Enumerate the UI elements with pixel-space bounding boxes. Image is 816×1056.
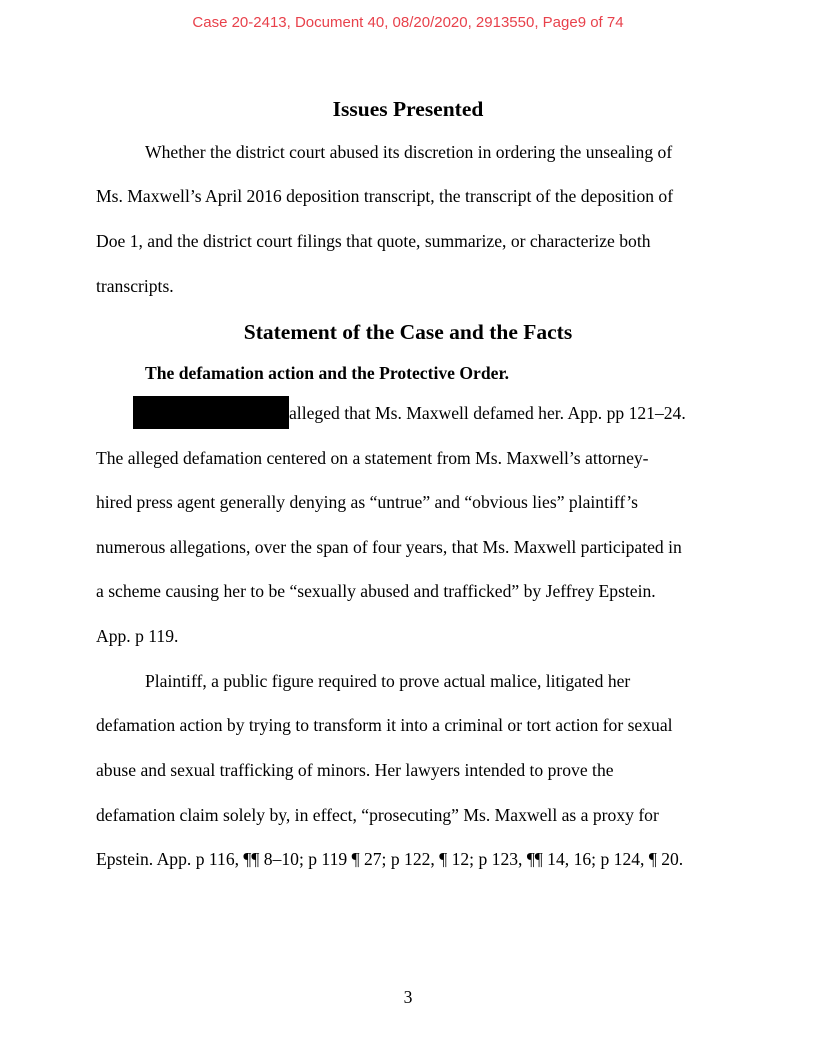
issues-line-2: Ms. Maxwell’s April 2016 deposition transcript, the transcript of the deposition of <box>96 186 674 206</box>
para1-line-3: hired press agent generally denying as “untrue” and “obvious lies” plaintiff’s <box>96 492 638 512</box>
para2-line-2: defamation action by trying to transform it into a criminal or tort action for sexual <box>96 715 673 735</box>
para2-line-5: Epstein. App. p 116, ¶¶ 8–10; p 119 ¶ 27; p 122, ¶ 12; p 123, ¶¶ 14, 16; p 124, ¶ 20. <box>96 849 684 869</box>
issues-line-4: transcripts. <box>96 276 174 296</box>
para2-line-3: abuse and sexual trafficking of minors. Her lawyers intended to prove the <box>96 760 614 780</box>
para1-line-1: alleged that Ms. Maxwell defamed her. App. pp 121–24. <box>289 403 686 423</box>
page-number: 3 <box>403 987 413 1007</box>
redaction-block <box>133 396 289 429</box>
issues-line-3: Doe 1, and the district court filings that quote, summarize, or characterize both <box>96 231 651 251</box>
para1-line-6: App. p 119. <box>96 626 179 646</box>
para2-line-4: defamation claim solely by, in effect, “prosecuting” Ms. Maxwell as a proxy for <box>96 805 659 825</box>
para2-line-1: Plaintiff, a public figure required to prove actual malice, litigated her <box>145 671 631 691</box>
para1-line-2: The alleged defamation centered on a statement from Ms. Maxwell’s attorney- <box>96 448 649 468</box>
statement-heading: Statement of the Case and the Facts <box>243 320 573 344</box>
issues-line-1: Whether the district court abused its discretion in ordering the unsealing of <box>145 142 673 162</box>
defamation-subheading: The defamation action and the Protective Order. <box>145 363 510 383</box>
para1-line-5: a scheme causing her to be “sexually abused and trafficked” by Jeffrey Epstein. <box>96 581 656 601</box>
case-header: Case 20-2413, Document 40, 08/20/2020, 2913550, Page9 of 74 <box>192 14 624 31</box>
issues-presented-heading: Issues Presented <box>332 97 484 121</box>
para1-line-4: numerous allegations, over the span of four years, that Ms. Maxwell participated in <box>96 537 682 557</box>
